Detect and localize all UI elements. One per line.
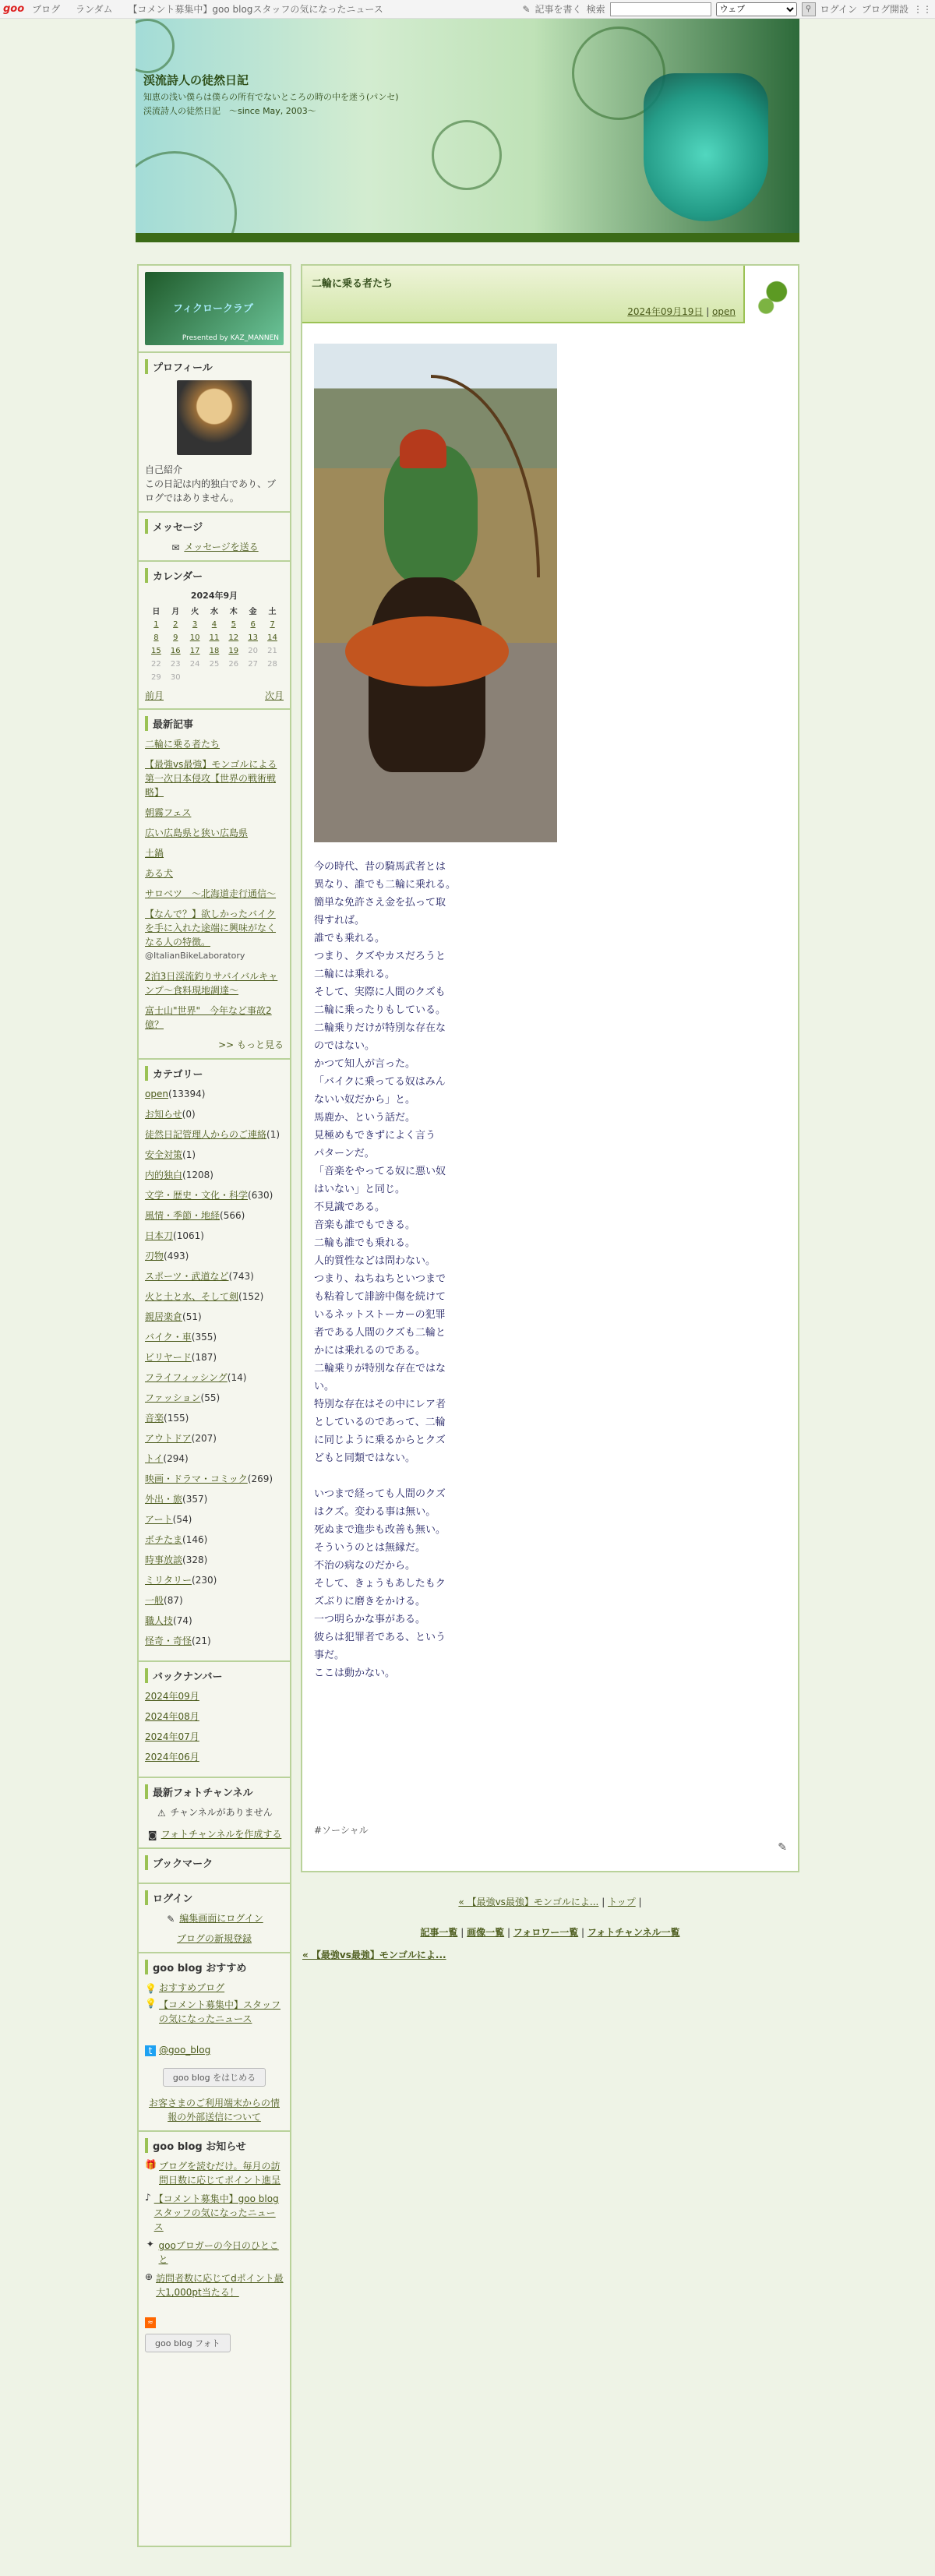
twitter-link[interactable]: @goo_blog <box>159 2045 211 2056</box>
topbar-nav-random[interactable]: ランダム <box>76 4 113 15</box>
topbar-right <box>522 2 932 16</box>
recent-posts-box <box>139 710 290 1060</box>
recommend-link[interactable]: おすすめブログ <box>159 1982 225 1993</box>
calendar-heading: カレンダー <box>145 568 284 583</box>
calendar-day: 25 <box>209 660 220 669</box>
recent-post-link[interactable]: 二輪に乗る者たち <box>145 739 221 750</box>
category-count: (1208) <box>182 1170 213 1180</box>
calendar-day[interactable]: 2 <box>173 620 178 629</box>
category-link[interactable]: 風情・季節・地経 <box>145 1210 221 1221</box>
category-count: (21) <box>192 1636 211 1646</box>
more-posts-link[interactable]: >> もっと見る <box>218 1039 284 1050</box>
category-item <box>145 1209 284 1223</box>
calendar-day[interactable]: 15 <box>151 647 161 655</box>
header-glass-image <box>644 73 768 221</box>
category-count: (14) <box>227 1372 247 1383</box>
backnumber-box <box>139 1662 290 1778</box>
weekday: 金 <box>249 608 257 616</box>
news-link[interactable]: gooブロガーの今日のひとこと <box>158 2240 279 2265</box>
sparkle-icon: ✦ <box>146 2239 154 2250</box>
post-meta: 2024年09月19日 | open <box>627 306 736 317</box>
category-link[interactable]: 文学・歴史・文化・科学 <box>145 1190 249 1201</box>
category-link[interactable]: 怪奇・奇怪 <box>145 1636 192 1646</box>
category-link[interactable]: 外出・旅 <box>145 1494 183 1505</box>
category-link[interactable]: フライフィッシング <box>145 1372 228 1383</box>
post-title-bar <box>302 266 798 323</box>
recent-post-link[interactable]: ある犬 <box>145 868 174 879</box>
calendar-day: 24 <box>189 660 200 669</box>
calendar-day[interactable]: 1 <box>153 620 159 629</box>
weekday: 月 <box>171 608 180 616</box>
calendar-day: 29 <box>151 673 161 682</box>
recent-post-link[interactable]: 朝霧フェス <box>145 807 192 818</box>
category-item <box>145 1593 284 1607</box>
calendar-day: 21 <box>267 647 277 655</box>
weekday: 火 <box>191 608 199 616</box>
category-link[interactable]: 映画・ドラマ・コミック <box>145 1473 248 1484</box>
category-item <box>145 1472 284 1486</box>
category-count: (1) <box>266 1129 280 1140</box>
calendar-table <box>146 589 282 684</box>
warning-icon: ⚠ <box>157 1807 166 1819</box>
category-link[interactable]: アート <box>145 1514 173 1525</box>
calendar-day: 28 <box>267 660 277 669</box>
post-tag[interactable]: #ソーシャル <box>314 1825 369 1836</box>
recommend-box <box>139 1953 290 2132</box>
category-count: (87) <box>164 1595 183 1606</box>
category-link[interactable]: 職人技 <box>145 1615 174 1626</box>
category-item <box>145 1492 284 1506</box>
news-box <box>139 2132 290 2359</box>
post-navigation: « 【最強vs最強】モンゴルによ... | トップ | 記事一覧 | 画像一覧 | フォロワー一覧 | フォトチャンネル一覧 <box>420 1897 680 1938</box>
calendar-day: 27 <box>248 660 258 669</box>
recent-post-link[interactable]: 【なんで？】欲しかったバイクを手に入れた途端に興味がなくなる人の特徴。 <box>145 909 277 947</box>
helmet-shape <box>400 429 446 468</box>
recent-post-link[interactable]: 富士山"世界" 今年など事故2億？ <box>145 1005 272 1030</box>
calendar-day[interactable]: 8 <box>153 633 159 642</box>
calendar-day <box>263 671 282 684</box>
category-link[interactable]: 安全対策 <box>145 1149 183 1160</box>
bookmark-box <box>139 1849 290 1884</box>
top-link[interactable]: トップ <box>608 1897 636 1907</box>
weekday: 土 <box>268 608 277 616</box>
post-photo[interactable] <box>314 344 557 842</box>
message-heading: メッセージ <box>145 519 284 534</box>
pencil-icon: ✎ <box>522 3 531 15</box>
calendar-day[interactable]: 6 <box>250 620 256 629</box>
post-entry <box>301 264 799 1872</box>
backnumber-link[interactable]: 2024年07月 <box>145 1731 199 1742</box>
category-count: (74) <box>173 1615 192 1626</box>
category-item <box>145 1512 284 1526</box>
category-link[interactable]: ファッション <box>145 1392 201 1403</box>
category-item <box>145 1533 284 1547</box>
goo-logo[interactable]: goo <box>3 3 25 15</box>
post-body: 今の時代、昔の騎馬武者とは 異なり、誰でも二輪に乗れる。 簡単な免許さえ金を払って取 得すれば。 誰でも乗れる。 つまり、クズやカスだろうと 二輪には乗れる。 そして、実際に人間のクズも 二輪に乗ったりもしている。 二輪乗りだけが特別な存在な のではない。 かつて知人が言った。 「バイクに乗ってる奴はみん ないい奴だから」と。 馬鹿か、という話だ。 見極めもできずによく言う パターンだ。 「音楽をやってる奴に悪い奴 はいない」と同じ。 不見識である。 音楽も誰でもできる。 二輪も誰でも乗れる。 人的質性などは問わない。 つまり、ねちねちといつまで も粘着して誹謗中傷を続けて いるネットストーカーの犯罪 者である人間のクズも二輪と かには乗れるのである。 二輪乗りが特別な存在ではな い。 特別な存在はその中にレア者 としているのであって、二輪 に同じように乗るからとクズ どもと同類ではない。 いつまで経っても人間のクズ はクズ。変わる事は無い。 死ぬまで進歩も改善も無い。 そういうのとは無縁だ。 不治の病なのだから。 そして、きょうもあしたもク ズぶりに磨きをかける。 一つ明らかな事がある。 彼らは犯罪者である、という 事だ。 ここは動かない。 <box>314 861 457 1679</box>
weekday: 木 <box>229 608 238 616</box>
calendar-prev-link[interactable]: 前月 <box>145 690 164 701</box>
calendar-day[interactable]: 5 <box>231 620 236 629</box>
pencil-icon: ✎ <box>167 1913 175 1925</box>
intro-title: 自己紹介 <box>145 464 183 475</box>
calendar-day[interactable]: 12 <box>228 633 239 642</box>
sidebar <box>137 264 291 2547</box>
category-link[interactable]: 刃物 <box>145 1251 164 1262</box>
category-item <box>145 1249 284 1263</box>
calendar-day: 22 <box>151 660 161 669</box>
goo-photo-button[interactable]: goo blog フォト <box>145 2334 231 2352</box>
category-link[interactable]: ビリヤード <box>145 1352 192 1363</box>
leaf-ornament <box>743 266 798 323</box>
bookmark-heading: ブックマーク <box>145 1855 284 1870</box>
category-count: (55) <box>200 1392 221 1403</box>
calendar-box <box>139 562 290 710</box>
recent-post-link[interactable]: 【最強vs最強】モンゴルによる第一次日本侵攻【世界の戦術戦略】 <box>145 759 277 798</box>
flower-ornament <box>136 151 237 242</box>
category-count: (155) <box>164 1413 189 1424</box>
calendar-day[interactable]: 16 <box>170 647 181 655</box>
topbar-nav-blog[interactable]: ブログ <box>32 4 61 15</box>
calendar-day[interactable]: 4 <box>211 620 217 629</box>
category-link[interactable]: アウトドア <box>145 1433 192 1444</box>
banner-box <box>139 266 290 353</box>
blog-header <box>136 19 799 242</box>
follower-list-link[interactable]: フォロワー一覧 <box>513 1927 579 1938</box>
flower-ornament <box>136 19 175 73</box>
post-title[interactable]: 二輪に乗る者たち <box>312 278 393 290</box>
category-link[interactable]: 徒然日記管理人からのご連絡 <box>145 1129 267 1140</box>
calendar-day[interactable]: 10 <box>189 633 200 642</box>
calendar-day <box>205 671 224 684</box>
category-count: (1061) <box>173 1230 204 1241</box>
profile-box <box>139 353 290 513</box>
banner-text: フィクロークラブ <box>173 303 253 315</box>
post-list-link[interactable]: 記事一覧 <box>420 1927 458 1938</box>
calendar-day[interactable]: 17 <box>189 647 200 655</box>
backnumber-link[interactable]: 2024年06月 <box>145 1752 199 1763</box>
category-count: (152) <box>238 1291 264 1302</box>
category-count: (1) <box>182 1149 196 1160</box>
news-link[interactable]: 訪問者数に応じてdポイント最大1,000pt当たる！ <box>156 2273 284 2298</box>
register-link[interactable]: ブログの新規登録 <box>176 1933 252 1944</box>
blog-title[interactable]: 渓流詩人の徒然日記 <box>143 73 249 87</box>
intro-text: この日記は内的独白であり、ブログではありません。 <box>145 478 277 503</box>
recent-post-link[interactable]: サロベツ ～北海道走行通信～ <box>145 888 277 899</box>
category-item <box>145 1573 284 1587</box>
recent-heading: 最新記事 <box>145 716 284 731</box>
blog-description: 知恵の浅い僕らは僕らの所有でないところの時の中を迷う(パンセ) 渓流詩人の徒然日記 ～since May, 2003～ <box>143 92 408 116</box>
login-link[interactable]: ログイン <box>820 4 857 15</box>
category-item <box>145 1269 284 1283</box>
category-item <box>145 1310 284 1324</box>
photochannel-list-link[interactable]: フォトチャンネル一覧 <box>587 1927 680 1938</box>
news-link[interactable]: ブログを読むだけ。毎月の訪問日数に応じてポイント進呈 <box>159 2161 281 2186</box>
edit-pencil-icon[interactable]: ✎ <box>778 1841 787 1854</box>
image-list-link[interactable]: 画像一覧 <box>467 1927 505 1938</box>
calendar-day[interactable]: 3 <box>192 620 198 629</box>
post-category-link[interactable]: open <box>712 306 736 317</box>
calendar-day: 23 <box>170 660 181 669</box>
weekday: 日 <box>152 608 161 616</box>
category-item <box>145 1188 284 1202</box>
recommend-heading: goo blog おすすめ <box>145 1960 284 1974</box>
category-link[interactable]: 内的独白 <box>145 1170 183 1180</box>
twitter-icon: t <box>145 2045 156 2056</box>
recent-post-link[interactable]: 土鍋 <box>145 848 164 859</box>
backnumber-link[interactable]: 2024年08月 <box>145 1711 199 1722</box>
create-photochannel-link[interactable]: フォトチャンネルを作成する <box>161 1829 282 1840</box>
topbar-nav <box>32 2 396 16</box>
bulb-icon: 💡 <box>145 1982 157 1994</box>
open-blog-link[interactable]: ブログ開設 <box>861 4 909 15</box>
external-info-link[interactable]: お客さまのご利用端末からの情報の外部送信について <box>148 2098 280 2123</box>
message-box <box>139 513 290 562</box>
category-item <box>145 1148 284 1162</box>
category-link[interactable]: 時事放談 <box>145 1554 183 1565</box>
red-tassel-shape <box>345 616 509 686</box>
calendar-day[interactable]: 19 <box>228 647 239 655</box>
start-blog-button[interactable]: goo blog をはじめる <box>163 2068 266 2087</box>
category-count: (630) <box>248 1190 273 1201</box>
news-link[interactable]: 【コメント募集中】goo blogスタッフの気になったニュース <box>153 2193 279 2232</box>
edit-login-link[interactable]: 編集画面にログイン <box>179 1913 263 1924</box>
topbar-nav-news[interactable]: 【コメント募集中】goo blogスタッフの気になったニュース <box>128 4 383 15</box>
calendar-day[interactable]: 13 <box>248 633 258 642</box>
category-link[interactable]: 音楽 <box>145 1413 164 1424</box>
search-icon: ⚲ <box>805 5 812 13</box>
category-item <box>145 1290 284 1304</box>
category-link[interactable]: スポーツ・武道など <box>145 1271 229 1282</box>
category-link[interactable]: ミリタリー <box>145 1575 192 1586</box>
calendar-day[interactable]: 11 <box>209 633 220 642</box>
category-item <box>145 1452 284 1466</box>
send-message-link[interactable]: メッセージを送る <box>184 542 259 552</box>
goo-topbar <box>0 0 935 19</box>
category-link[interactable]: ボチたま <box>145 1534 183 1545</box>
category-heading: カテゴリー <box>145 1066 284 1081</box>
post-date-link[interactable]: 2024年09月19日 <box>627 306 704 317</box>
category-count: (146) <box>182 1534 208 1545</box>
category-count: (207) <box>191 1433 217 1444</box>
banner-image[interactable] <box>145 272 284 345</box>
prev-post-link[interactable]: « 【最強vs最強】モンゴルによ... <box>458 1897 599 1907</box>
category-count: (355) <box>191 1332 217 1343</box>
recommend-link[interactable]: 【コメント募集中】スタッフの気になったニュース <box>159 1999 281 2024</box>
category-count: (566) <box>220 1210 245 1221</box>
category-item <box>145 1168 284 1182</box>
banner-credit: Presented by KAZ_MANNEN <box>182 334 279 342</box>
bulb-icon: 💡 <box>145 1998 157 2009</box>
recent-post-link[interactable]: 広い広島県と狭い広島県 <box>145 827 249 838</box>
category-link[interactable]: トイ <box>145 1453 164 1464</box>
recent-post-link[interactable]: 2泊3日渓流釣りサバイバルキャンプ～食料現地調達～ <box>145 971 278 996</box>
category-item <box>145 1087 284 1101</box>
category-link[interactable]: バイク・車 <box>145 1332 192 1343</box>
header-band <box>136 233 799 242</box>
category-item <box>145 1634 284 1648</box>
calendar-day <box>243 671 263 684</box>
gift-icon: 🎁 <box>145 2159 157 2170</box>
menu-grid-icon[interactable]: ⋮⋮ <box>913 3 932 15</box>
prev-post-bottom-link[interactable]: « 【最強vs最強】モンゴルによ... <box>302 1950 446 1960</box>
write-post-link[interactable]: 記事を書く <box>535 4 582 15</box>
category-item <box>145 1371 284 1385</box>
category-item <box>145 1391 284 1405</box>
recent-handle: @ItalianBikeLaboratory <box>145 951 245 961</box>
category-count: (187) <box>191 1352 217 1363</box>
category-link[interactable]: open <box>145 1089 168 1099</box>
category-count: (493) <box>164 1251 189 1262</box>
category-item <box>145 1614 284 1628</box>
avatar <box>177 380 252 455</box>
category-item <box>145 1553 284 1567</box>
category-link[interactable]: 親居楽倉 <box>145 1311 183 1322</box>
category-item <box>145 1330 284 1344</box>
category-count: (0) <box>182 1109 196 1120</box>
calendar-day[interactable]: 7 <box>270 620 275 629</box>
calendar-day[interactable]: 18 <box>209 647 220 655</box>
search-button[interactable] <box>802 2 816 16</box>
camera-icon: ◙ <box>147 1829 157 1840</box>
profile-heading: プロフィール <box>145 359 284 374</box>
calendar-day: 30 <box>170 673 181 682</box>
search-label: 検索 <box>586 4 605 15</box>
category-item <box>145 1229 284 1243</box>
category-count: (743) <box>228 1271 254 1282</box>
calendar-day: 20 <box>248 647 258 655</box>
calendar-day: 26 <box>228 660 239 669</box>
category-count: (13394) <box>168 1089 206 1099</box>
category-item <box>145 1350 284 1364</box>
photochannel-box <box>139 1778 290 1849</box>
search-input[interactable] <box>610 2 711 16</box>
envelope-icon: ✉ <box>171 542 180 553</box>
photochannel-heading: 最新フォトチャンネル <box>145 1784 284 1799</box>
category-count: (357) <box>182 1494 208 1505</box>
calendar-day <box>224 671 243 684</box>
note-icon: ♪ <box>145 2192 151 2203</box>
rss-icon[interactable]: ≈ <box>145 2317 156 2328</box>
category-link[interactable]: 一般 <box>145 1595 164 1606</box>
category-link[interactable]: お知らせ <box>145 1109 182 1120</box>
category-item <box>145 1127 284 1142</box>
category-item <box>145 1107 284 1121</box>
category-link[interactable]: 火と土と水、そして剣 <box>145 1291 239 1302</box>
category-count: (269) <box>247 1473 273 1484</box>
backnumber-link[interactable]: 2024年09月 <box>145 1691 199 1702</box>
calendar-month: 2024年9月 <box>190 591 238 601</box>
category-count: (230) <box>192 1575 217 1586</box>
calendar-day[interactable]: 9 <box>173 633 178 642</box>
login-heading: ログイン <box>145 1890 284 1905</box>
news-heading: goo blog お知らせ <box>145 2138 284 2153</box>
category-item <box>145 1411 284 1425</box>
calendar-next-link[interactable]: 次月 <box>264 690 284 701</box>
category-count: (328) <box>182 1554 208 1565</box>
category-box <box>139 1060 290 1662</box>
calendar-day <box>185 671 205 684</box>
dpoint-icon: ⊕ <box>145 2271 153 2282</box>
backnumber-heading: バックナンバー <box>145 1668 284 1683</box>
login-box <box>139 1884 290 1953</box>
category-count: (54) <box>172 1514 192 1525</box>
category-link[interactable]: 日本刀 <box>145 1230 174 1241</box>
no-channel-text: チャンネルがありません <box>170 1807 273 1818</box>
flower-ornament <box>432 120 502 190</box>
category-count: (294) <box>163 1453 189 1464</box>
category-count: (51) <box>182 1311 202 1322</box>
calendar-day[interactable]: 14 <box>267 633 277 642</box>
category-item <box>145 1431 284 1445</box>
prev-post-bottom <box>302 1948 446 1961</box>
search-scope-select[interactable] <box>716 2 797 16</box>
weekday: 水 <box>210 608 218 616</box>
